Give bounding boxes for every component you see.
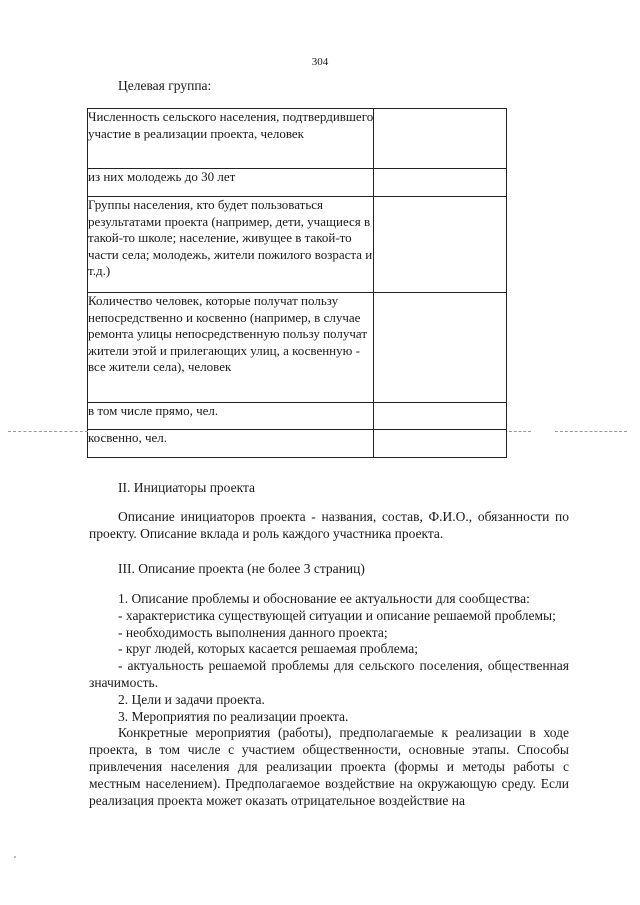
row-label: в том числе прямо, чел. — [88, 403, 374, 430]
scan-artifact-line-left — [8, 431, 88, 432]
bullet-2: - необходимость выполнения данного проекта; — [118, 624, 388, 640]
bullet-1: - характеристика существующей ситуации и описание решаемой проблемы; — [118, 607, 556, 623]
table-row — [88, 169, 507, 197]
item-2: 2. Цели и задачи проекта. — [118, 691, 265, 707]
row-label: косвенно, чел. — [88, 430, 374, 458]
item-1: 1. Описание проблемы и обоснование ее актуальности для сообщества: — [118, 591, 530, 606]
section-2-text: Описание инициаторов проекта - названия, состав, Ф.И.О., обязанности по проекту. Описание вклада и роль каждого участника проекта. — [89, 509, 569, 541]
scan-artifact-line-right — [509, 431, 531, 432]
table-row — [88, 293, 507, 403]
row-value-cell[interactable] — [374, 430, 507, 458]
table-row — [88, 197, 507, 293]
row-label: Группы населения, кто будет пользоваться результатами проекта (например, дети, учащиеся в такой-то школе; население, живущее в такой-то части села; молодежь, жители пожилого возраста и т.д.) — [88, 197, 374, 293]
table-row — [88, 403, 507, 430]
row-value-cell[interactable] — [374, 197, 507, 293]
section-3-body — [89, 591, 569, 809]
target-group-label: Целевая группа: — [118, 78, 212, 93]
scan-artifact-line-far-right — [555, 431, 627, 432]
row-label: из них молодежь до 30 лет — [88, 169, 374, 197]
closing-paragraph: Конкретные мероприятия (работы), предполагаемые к реализации в ходе проекта, в том числе с участием общественности, основные этапы. Способы привлечения населения для реализации проекта (формы и методы работы с местным населением). Предполагаемое воздействие на окружающую среду. Если реализация проекта может оказать отрицательное воздействие на — [89, 725, 569, 808]
item-3: 3. Мероприятия по реализации проекта. — [118, 708, 349, 724]
row-label: Количество человек, которые получат пользу непосредственно и косвенно (например, в случае ремонта улицы непосредственную пользу получат жители этой и прилегающих улиц, а косвенную - все жители села), человек — [88, 293, 374, 403]
row-value-cell[interactable] — [374, 403, 507, 430]
row-label: Численность сельского населения, подтвердившего участие в реализации проекта, человек — [88, 109, 374, 169]
row-value-cell[interactable] — [374, 169, 507, 197]
bullet-4: - актуальность решаемой проблемы для сельского поселения, общественная значимость. — [89, 658, 569, 690]
table-row — [88, 430, 507, 458]
page-number: 304 — [311, 56, 329, 68]
bullet-3: - круг людей, которых касается решаемая проблема; — [118, 641, 418, 657]
row-value-cell[interactable] — [374, 109, 507, 169]
section-3-heading: III. Описание проекта (не более 3 страниц) — [118, 561, 365, 576]
section-2-heading: II. Инициаторы проекта — [118, 480, 256, 495]
target-group-table — [87, 108, 507, 458]
row-value-cell[interactable] — [374, 293, 507, 403]
scan-speck — [14, 856, 16, 858]
table-row — [88, 109, 507, 169]
